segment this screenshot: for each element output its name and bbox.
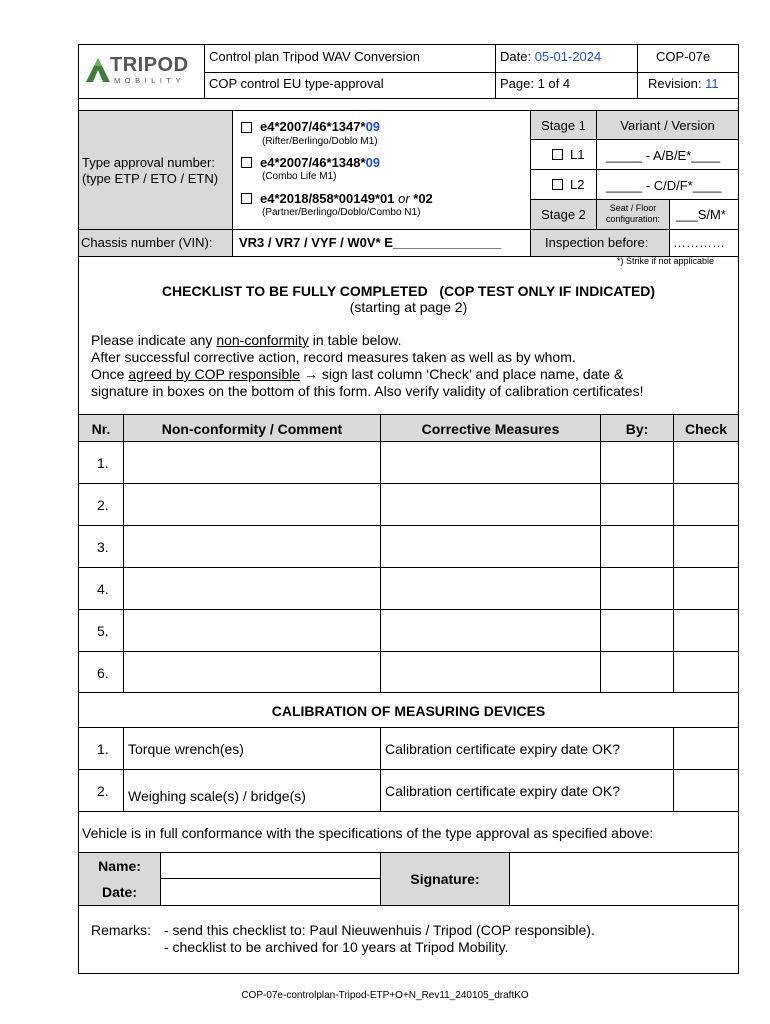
- chassis-label: Chassis number (VIN):: [81, 235, 213, 250]
- approval-option-1-prefix: e4*2007/46*1347*: [260, 119, 366, 134]
- footer-filename: COP-07e-controlplan-Tripod-ETP+O+N_Rev11_240105_draftKO: [241, 990, 529, 1001]
- type-approval-label: [82, 155, 218, 187]
- col-header-nr: Nr.: [91, 421, 111, 437]
- approval-option-2-checkbox[interactable]: [241, 157, 252, 168]
- conformance-statement: Vehicle is in full conformance with the specifications of the type approval as specified above:: [82, 825, 654, 841]
- date-field[interactable]: [161, 879, 380, 905]
- calibration-heading: CALIBRATION OF MEASURING DEVICES: [271, 703, 546, 719]
- checklist-heading: CHECKLIST TO BE FULLY COMPLETED (COP TEST ONLY IF INDICATED): [161, 283, 656, 299]
- seat-floor-label-line2: configuration:: [605, 214, 661, 224]
- revision-value: 11: [705, 76, 719, 91]
- approval-option-1-note: (Rifter/Berlingo/Doblo M1): [262, 136, 378, 147]
- calibration-row-2-device: Weighing scale(s) / bridge(s): [128, 788, 306, 804]
- tripod-logo-icon: [84, 56, 112, 84]
- strike-note: *) Strike if not applicable: [617, 256, 715, 266]
- remarks-label: Remarks:: [91, 922, 151, 938]
- col-header-check: Check: [684, 421, 728, 437]
- calibration-row-1-device: Torque wrench(es): [128, 741, 244, 757]
- seat-floor-label: [597, 203, 669, 225]
- instruction-line-3-post: → sign last column ‘Check’ and place name, date &: [300, 366, 624, 382]
- approval-option-2-suffix: 09: [365, 155, 381, 170]
- calibration-row-1-check: Calibration certificate expiry date OK?: [385, 741, 620, 757]
- l2-checkbox[interactable]: [552, 179, 563, 190]
- doc-title: Control plan Tripod WAV Conversion: [209, 49, 420, 64]
- checklist-subheading: (starting at page 2): [349, 299, 468, 315]
- approval-option-2-prefix: e4*2007/46*1348*: [260, 155, 366, 170]
- inspection-date-field[interactable]: …………: [673, 235, 725, 250]
- doc-revision: [648, 76, 719, 91]
- date-label: Date:: [500, 49, 535, 64]
- doc-date: [500, 49, 601, 64]
- col-header-corrective: Corrective Measures: [421, 421, 560, 437]
- instructions-text: [91, 332, 736, 400]
- approval-option-3-or: or: [398, 191, 410, 206]
- inspection-label: Inspection before:: [545, 235, 649, 250]
- l2-label: L2: [570, 177, 585, 192]
- type-approval-label-line2: (type ETP / ETO / ETN): [82, 171, 219, 186]
- approval-option-2-note: (Combo Life M1): [262, 171, 337, 182]
- calibration-row-2-nr: 2.: [97, 783, 109, 799]
- date-value: 05-01-2024: [534, 49, 602, 64]
- instruction-line-3: [91, 366, 736, 383]
- type-approval-label-line1: Type approval number:: [82, 155, 215, 170]
- remarks-line-2: - checklist to be archived for 10 years at Tripod Mobility.: [164, 939, 509, 955]
- signature-label: Signature:: [410, 871, 480, 887]
- instruction-line-4: signature in boxes on the bottom of this form. Also verify validity of calibration certificates!: [91, 383, 644, 399]
- instruction-line-1-pre: Please indicate any: [91, 332, 217, 348]
- approval-option-1-checkbox[interactable]: [241, 122, 252, 133]
- col-header-nonconformity: Non-conformity / Comment: [161, 421, 343, 437]
- table-row-nr: 5.: [97, 623, 109, 639]
- seat-floor-label-line1: Seat / Floor: [609, 203, 657, 213]
- l1-label: L1: [570, 147, 585, 162]
- l2-variant-field[interactable]: _____ - C/D/F*____: [606, 178, 722, 193]
- l1-checkbox[interactable]: [552, 149, 563, 160]
- calibration-row-1-nr: 1.: [97, 741, 109, 757]
- logo-sub-text: MOBILITY: [114, 76, 186, 85]
- doc-page: Page: 1 of 4: [500, 76, 571, 91]
- date-label: Date:: [101, 884, 137, 900]
- doc-code: COP-07e: [656, 49, 711, 64]
- approval-option-3-suffix: *02: [409, 191, 433, 206]
- revision-label: Revision:: [648, 76, 706, 91]
- col-header-by: By:: [625, 421, 649, 437]
- approval-option-1-number: [260, 119, 380, 134]
- stage-2-label: Stage 2: [541, 207, 586, 222]
- vin-field[interactable]: VR3 / VR7 / VYF / W0V* E_______________: [239, 235, 502, 250]
- approval-option-1-suffix: 09: [365, 119, 381, 134]
- name-field[interactable]: [161, 853, 380, 878]
- instruction-line-1: [91, 332, 736, 349]
- instruction-line-3-underlined: agreed by COP responsible: [128, 366, 301, 382]
- approval-option-3-checkbox[interactable]: [241, 193, 252, 204]
- approval-option-3-prefix: e4*2018/858*00149*01: [260, 191, 399, 206]
- instruction-line-1-post: in table below.: [308, 332, 402, 348]
- instruction-line-1-underlined: non-conformity: [216, 332, 309, 348]
- signature-field[interactable]: [510, 853, 738, 905]
- instruction-line-2: After successful corrective action, record measures taken as well as by whom.: [91, 349, 576, 365]
- name-label: Name:: [98, 858, 141, 874]
- table-row-nr: 3.: [97, 539, 109, 555]
- logo-main-text: TRIPOD: [110, 54, 189, 76]
- approval-option-3-number: [260, 191, 433, 206]
- table-row-nr: 6.: [97, 665, 109, 681]
- tripod-logo: [84, 52, 200, 92]
- doc-subtitle: COP control EU type-approval: [209, 76, 384, 91]
- seat-config-field[interactable]: ___S/M*: [676, 207, 726, 222]
- l1-variant-field[interactable]: _____ - A/B/E*____: [606, 148, 721, 163]
- variant-version-header: Variant / Version: [620, 118, 715, 133]
- approval-option-3-note: (Partner/Berlingo/Doblo/Combo N1): [262, 207, 421, 218]
- stage-1-label: Stage 1: [541, 118, 586, 133]
- table-row-nr: 2.: [97, 497, 109, 513]
- table-row-nr: 4.: [97, 581, 109, 597]
- calibration-row-2-check: Calibration certificate expiry date OK?: [385, 783, 620, 799]
- table-row-nr: 1.: [97, 455, 109, 471]
- approval-option-2-number: [260, 155, 380, 170]
- remarks-line-1: - send this checklist to: Paul Nieuwenhuis / Tripod (COP responsible).: [164, 922, 595, 938]
- instruction-line-3-pre: Once: [91, 366, 129, 382]
